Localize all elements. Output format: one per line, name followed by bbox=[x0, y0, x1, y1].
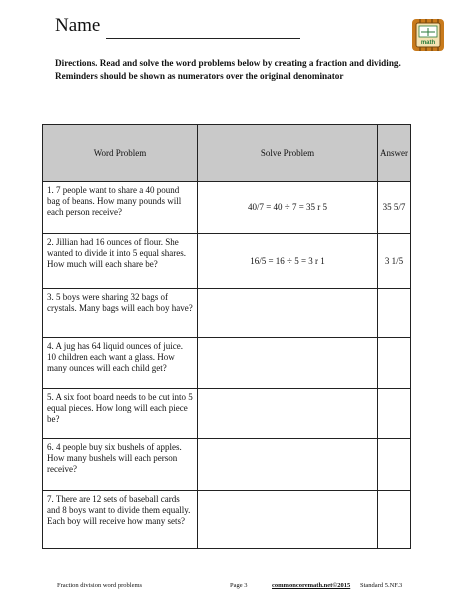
answer-cell[interactable] bbox=[378, 389, 411, 439]
word-problem-cell: 6. 4 people buy six bushels of apples. How many bushels will each person receive? bbox=[43, 439, 198, 491]
answer-cell[interactable] bbox=[378, 338, 411, 389]
solve-cell[interactable]: 40/7 = 40 ÷ 7 = 35 r 5 bbox=[198, 182, 378, 234]
word-problem-cell: 2. Jillian had 16 ounces of flour. She wanted to divide it into 5 equal shares. How much will each share be? bbox=[43, 234, 198, 289]
solve-cell[interactable] bbox=[198, 389, 378, 439]
solve-cell[interactable] bbox=[198, 338, 378, 389]
footer-standard: Standard 5.NF.3 bbox=[360, 582, 403, 589]
table-row bbox=[43, 289, 411, 338]
word-problem-table bbox=[42, 124, 411, 549]
answer-cell[interactable]: 35 5/7 bbox=[378, 182, 411, 234]
word-problem-cell: 1. 7 people want to share a 40 pound bag of beans. How many pounds will each person receive? bbox=[43, 182, 198, 234]
answer-cell[interactable] bbox=[378, 491, 411, 549]
answer-cell[interactable]: 3 1/5 bbox=[378, 234, 411, 289]
word-problem-cell: 5. A six foot board needs to be cut into 5 equal pieces. How long will each piece be? bbox=[43, 389, 198, 439]
solve-cell[interactable] bbox=[198, 439, 378, 491]
header-answer: Answer bbox=[378, 125, 411, 182]
word-problem-cell: 3. 5 boys were sharing 32 bags of crystals. Many bags will each boy have? bbox=[43, 289, 198, 338]
word-problem-cell: 4. A jug has 64 liquid ounces of juice. 10 children each want a glass. How many ounces will each child get? bbox=[43, 338, 198, 389]
solve-cell[interactable]: 16/5 = 16 ÷ 5 = 3 r 1 bbox=[198, 234, 378, 289]
table-row bbox=[43, 182, 411, 234]
common-core-math-logo bbox=[410, 17, 446, 53]
table-row bbox=[43, 234, 411, 289]
name-row: Name bbox=[55, 15, 101, 36]
table-row bbox=[43, 389, 411, 439]
footer-title: Fraction division word problems bbox=[57, 582, 143, 589]
name-line[interactable] bbox=[106, 38, 300, 39]
header-word-problem: Word Problem bbox=[43, 125, 198, 182]
answer-cell[interactable] bbox=[378, 289, 411, 338]
solve-cell[interactable] bbox=[198, 491, 378, 549]
solve-cell[interactable] bbox=[198, 289, 378, 338]
directions-text: Directions. Read and solve the word problems below by creating a fraction and dividing. Reminders should be shown as numerators over the original denominator bbox=[55, 58, 401, 81]
answer-cell[interactable] bbox=[378, 439, 411, 491]
table-row bbox=[43, 439, 411, 491]
logo-text: math bbox=[420, 40, 436, 46]
footer-link[interactable]: commoncoremath.net©2015 bbox=[272, 582, 351, 589]
footer-page-number: Page 3 bbox=[230, 582, 248, 589]
table-row bbox=[43, 338, 411, 389]
table-row bbox=[43, 491, 411, 549]
header-solve-problem: Solve Problem bbox=[198, 125, 378, 182]
table-header-row bbox=[43, 125, 411, 182]
word-problem-cell: 7. There are 12 sets of baseball cards and 8 boys want to divide them equally. Each boy will receive how many sets? bbox=[43, 491, 198, 549]
